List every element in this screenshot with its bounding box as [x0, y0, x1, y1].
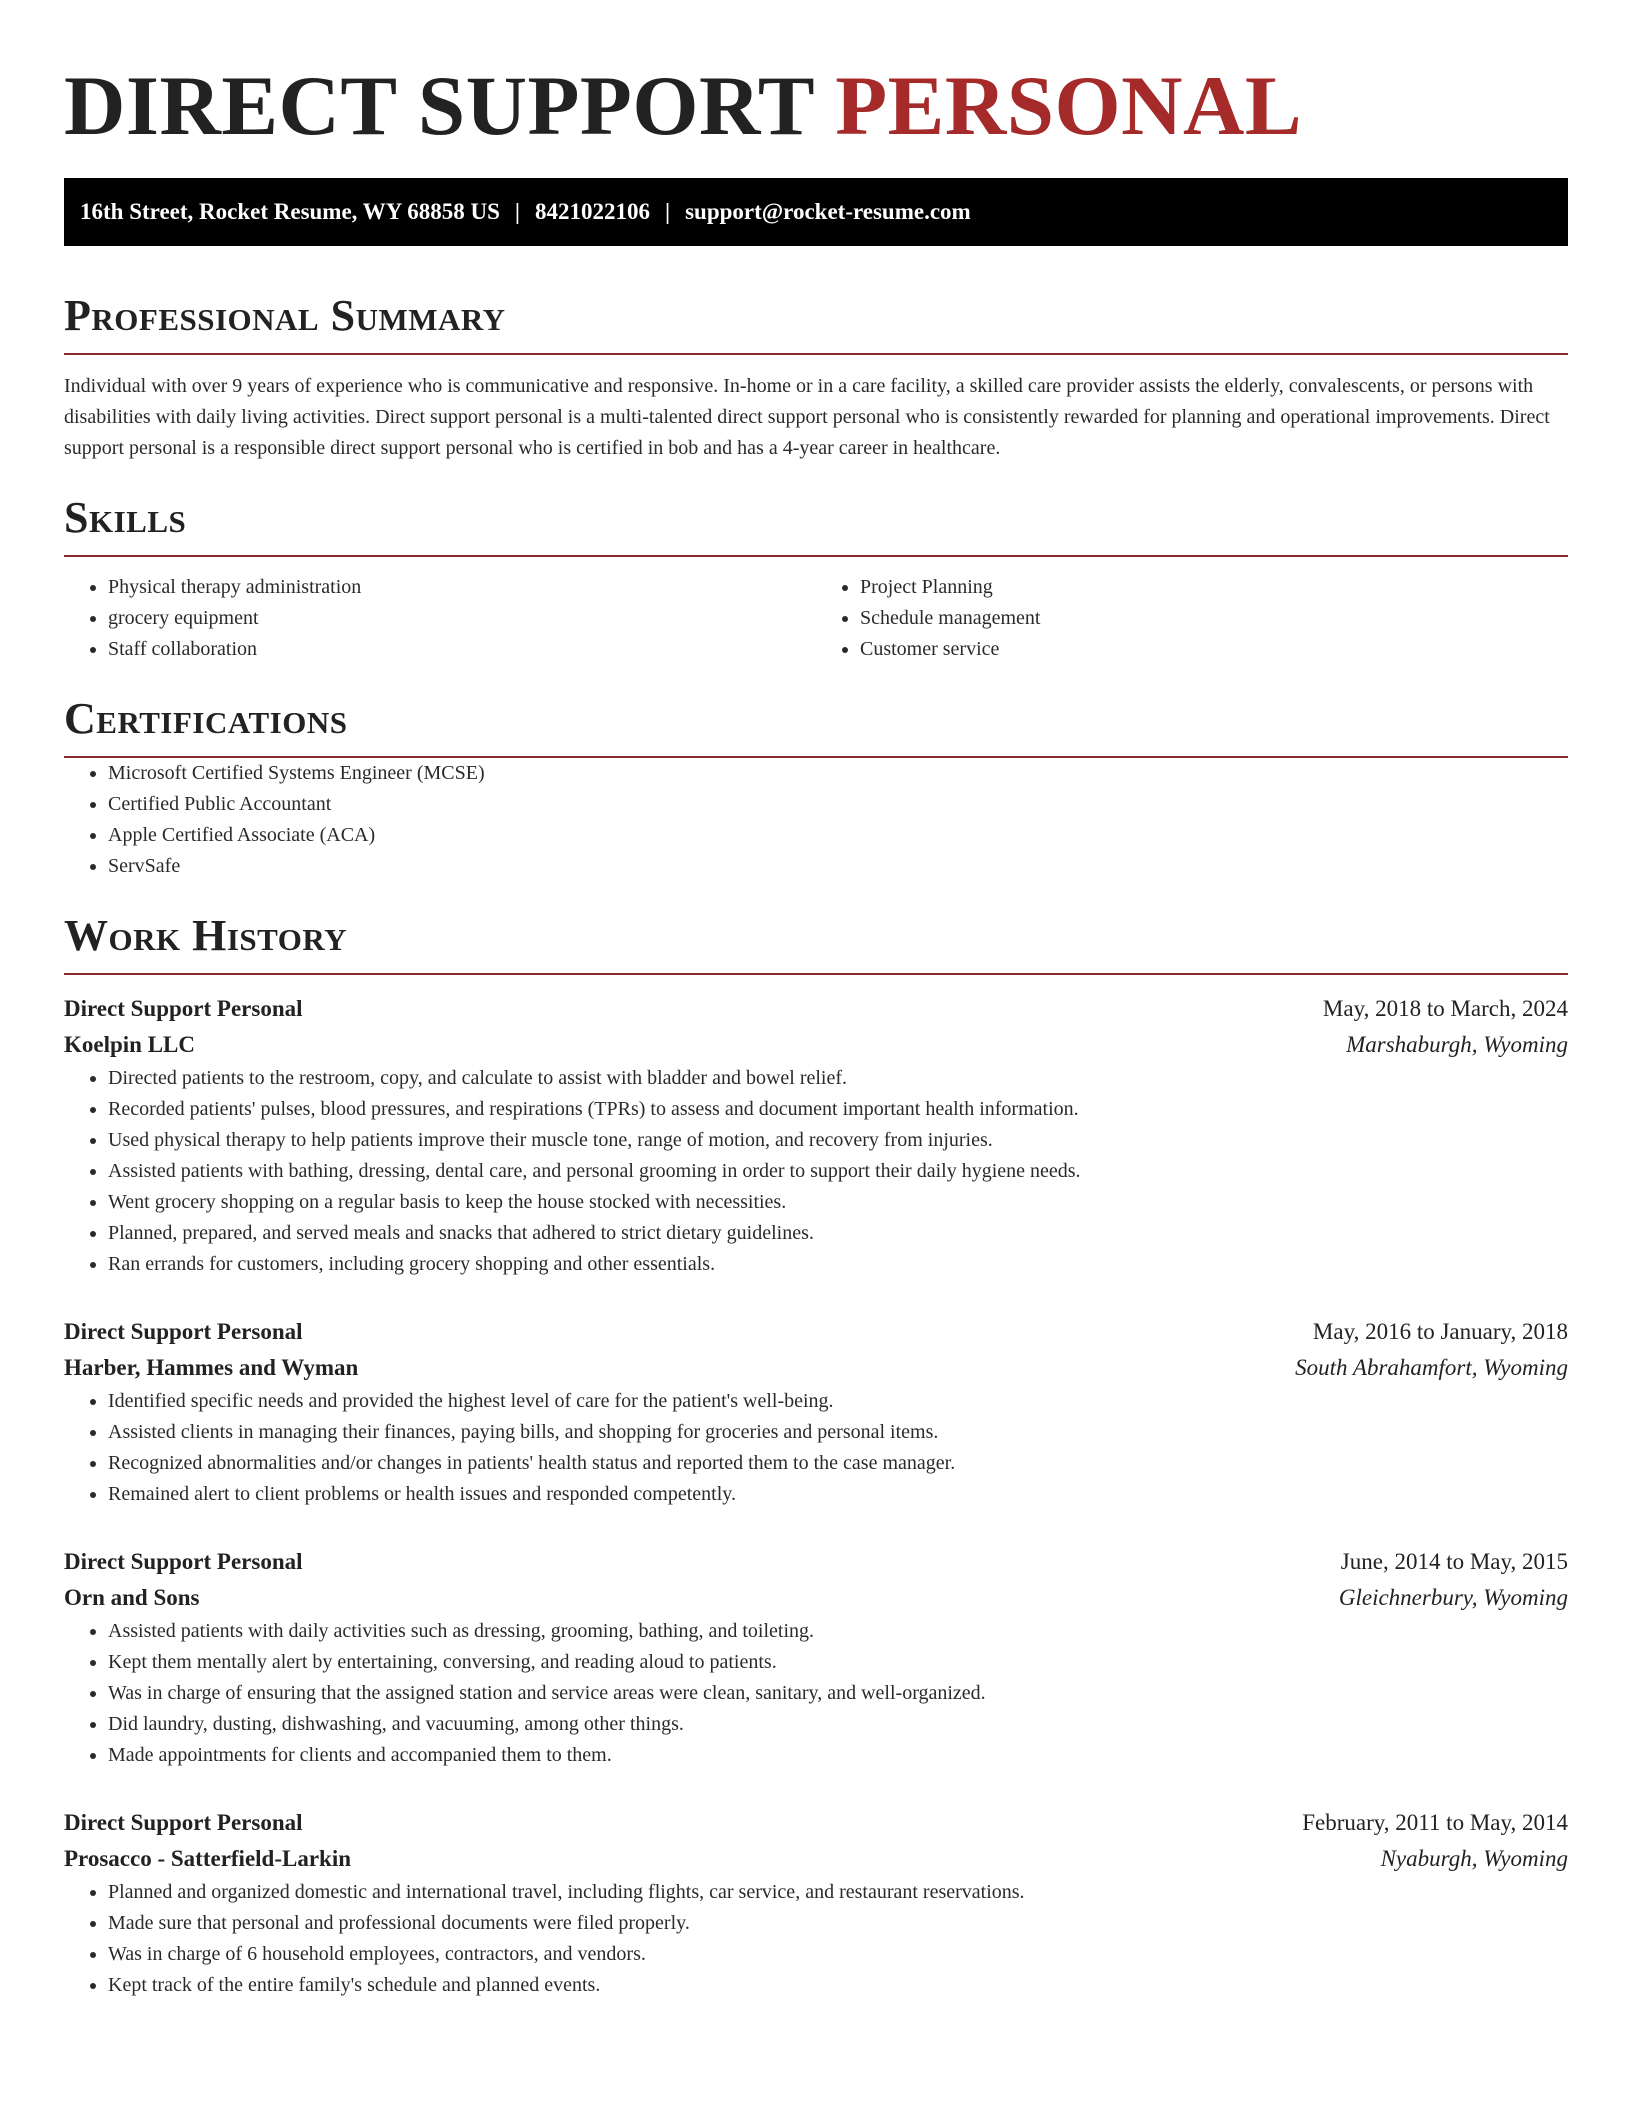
contact-email: support@rocket-resume.com [685, 199, 971, 224]
summary-section [64, 290, 1568, 464]
summary-text: Individual with over 9 years of experience who is communicative and responsive. In-home or in a care facility, a skilled care provider assists the elderly, convalescents, or persons with disabilities with daily living activities. Direct support personal is a multi-talented direct support personal who is consistently rewarded for planning and operational improvements. Direct support personal is a responsible direct support personal who is certified in bob and has a 4-year career in healthcare. [64, 375, 1550, 459]
job-header-row [64, 991, 1568, 1027]
job-location: Gleichnerbury, Wyoming [1338, 1585, 1568, 1610]
job-dates: February, 2011 to May, 2014 [1302, 1810, 1568, 1835]
certifications-list [64, 758, 1568, 882]
name-primary: DIRECT SUPPORT [64, 59, 814, 153]
certification-item: • Microsoft Certified Systems Engineer (MCSE) [108, 758, 1568, 789]
job-entry [64, 1544, 1568, 1771]
skill-item: • Staff collaboration [108, 634, 816, 665]
job-entry [64, 1805, 1568, 2001]
job-duty: • Used physical therapy to help patients improve their muscle tone, range of motion, and recovery from injuries. [108, 1125, 1568, 1156]
job-dates: May, 2016 to January, 2018 [1312, 1319, 1568, 1344]
work-history-section [64, 910, 1568, 2001]
certification-item: • Apple Certified Associate (ACA) [108, 820, 1568, 851]
job-subheader-row [64, 1027, 1568, 1063]
job-subheader-row [64, 1350, 1568, 1386]
job-duty: • Assisted patients with bathing, dressing, dental care, and personal grooming in order to support their daily hygiene needs. [108, 1156, 1568, 1187]
certification-item: • Certified Public Accountant [108, 789, 1568, 820]
contact-bar [64, 178, 1568, 246]
job-duty: • Assisted clients in managing their finances, paying bills, and shopping for groceries and personal items. [108, 1417, 1568, 1448]
job-duties-list [64, 1877, 1568, 2001]
job-company: Koelpin LLC [64, 1032, 196, 1057]
name-accent: PERSONAL [835, 59, 1303, 153]
section-divider [64, 555, 1568, 557]
job-duty: • Recorded patients' pulses, blood pressures, and respirations (TPRs) to assess and document important health information. [108, 1094, 1568, 1125]
job-title: Direct Support Personal [64, 996, 303, 1021]
section-divider [64, 973, 1568, 975]
job-duty: • Recognized abnormalities and/or changes in patients' health status and reported them to the case manager. [108, 1448, 1568, 1479]
contact-separator: | [514, 199, 520, 224]
job-duty: • Planned and organized domestic and international travel, including flights, car service, and restaurant reservations. [108, 1877, 1568, 1908]
skill-item: • grocery equipment [108, 603, 816, 634]
job-duty: • Went grocery shopping on a regular basis to keep the house stocked with necessities. [108, 1187, 1568, 1218]
work-history-heading: Work History [64, 911, 348, 960]
job-header-row [64, 1544, 1568, 1580]
job-duty: • Kept them mentally alert by entertaining, conversing, and reading aloud to patients. [108, 1647, 1568, 1678]
job-location: Nyaburgh, Wyoming [1380, 1846, 1568, 1871]
job-duty: • Directed patients to the restroom, copy, and calculate to assist with bladder and bowel relief. [108, 1063, 1568, 1094]
job-header-row [64, 1314, 1568, 1350]
job-entry [64, 1314, 1568, 1510]
job-duties-list [64, 1616, 1568, 1771]
skills-section [64, 492, 1568, 665]
job-company: Prosacco - Satterfield-Larkin [64, 1846, 352, 1871]
job-duties-list [64, 1386, 1568, 1510]
job-title: Direct Support Personal [64, 1810, 303, 1835]
job-subheader-row [64, 1841, 1568, 1877]
skills-grid [64, 572, 1568, 665]
job-title: Direct Support Personal [64, 1319, 303, 1344]
skills-column-right [816, 572, 1568, 665]
contact-address: 16th Street, Rocket Resume, WY 68858 US [80, 199, 500, 224]
job-duty: • Remained alert to client problems or health issues and responded competently. [108, 1479, 1568, 1510]
job-subheader-row [64, 1580, 1568, 1616]
job-duty: • Was in charge of ensuring that the assigned station and service areas were clean, sanitary, and well-organized. [108, 1678, 1568, 1709]
section-divider [64, 353, 1568, 355]
skill-item: • Customer service [860, 634, 1568, 665]
summary-heading: Professional Summary [64, 291, 506, 340]
job-entry [64, 991, 1568, 1280]
skills-list-right [816, 572, 1568, 665]
skill-item: • Project Planning [860, 572, 1568, 603]
skills-heading: Skills [64, 493, 187, 542]
resume-name [64, 58, 1568, 154]
skill-item: • Schedule management [860, 603, 1568, 634]
job-duty: • Made sure that personal and professional documents were filed properly. [108, 1908, 1568, 1939]
job-duty: • Was in charge of 6 household employees, contractors, and vendors. [108, 1939, 1568, 1970]
job-duty: • Did laundry, dusting, dishwashing, and vacuuming, among other things. [108, 1709, 1568, 1740]
job-duty: • Made appointments for clients and accompanied them to them. [108, 1740, 1568, 1771]
certifications-section [64, 693, 1568, 882]
job-header-row [64, 1805, 1568, 1841]
job-duty: • Assisted patients with daily activities such as dressing, grooming, bathing, and toileting. [108, 1616, 1568, 1647]
job-duty: • Planned, prepared, and served meals and snacks that adhered to strict dietary guidelines. [108, 1218, 1568, 1249]
job-location: South Abrahamfort, Wyoming [1295, 1355, 1568, 1380]
certifications-heading: Certifications [64, 694, 348, 743]
skills-column-left [64, 572, 816, 665]
skill-item: • Physical therapy administration [108, 572, 816, 603]
skills-list-left [64, 572, 816, 665]
job-dates: May, 2018 to March, 2024 [1322, 996, 1568, 1021]
job-company: Harber, Hammes and Wyman [64, 1355, 359, 1380]
contact-separator: | [665, 199, 671, 224]
job-duty: • Identified specific needs and provided the highest level of care for the patient's well-being. [108, 1386, 1568, 1417]
certification-item: • ServSafe [108, 851, 1568, 882]
job-dates: June, 2014 to May, 2015 [1340, 1549, 1568, 1574]
job-company: Orn and Sons [64, 1585, 200, 1610]
job-duties-list [64, 1063, 1568, 1280]
job-title: Direct Support Personal [64, 1549, 303, 1574]
job-location: Marshaburgh, Wyoming [1346, 1032, 1568, 1057]
job-duty: • Kept track of the entire family's schedule and planned events. [108, 1970, 1568, 2001]
job-duty: • Ran errands for customers, including grocery shopping and other essentials. [108, 1249, 1568, 1280]
contact-phone: 8421022106 [535, 199, 650, 224]
